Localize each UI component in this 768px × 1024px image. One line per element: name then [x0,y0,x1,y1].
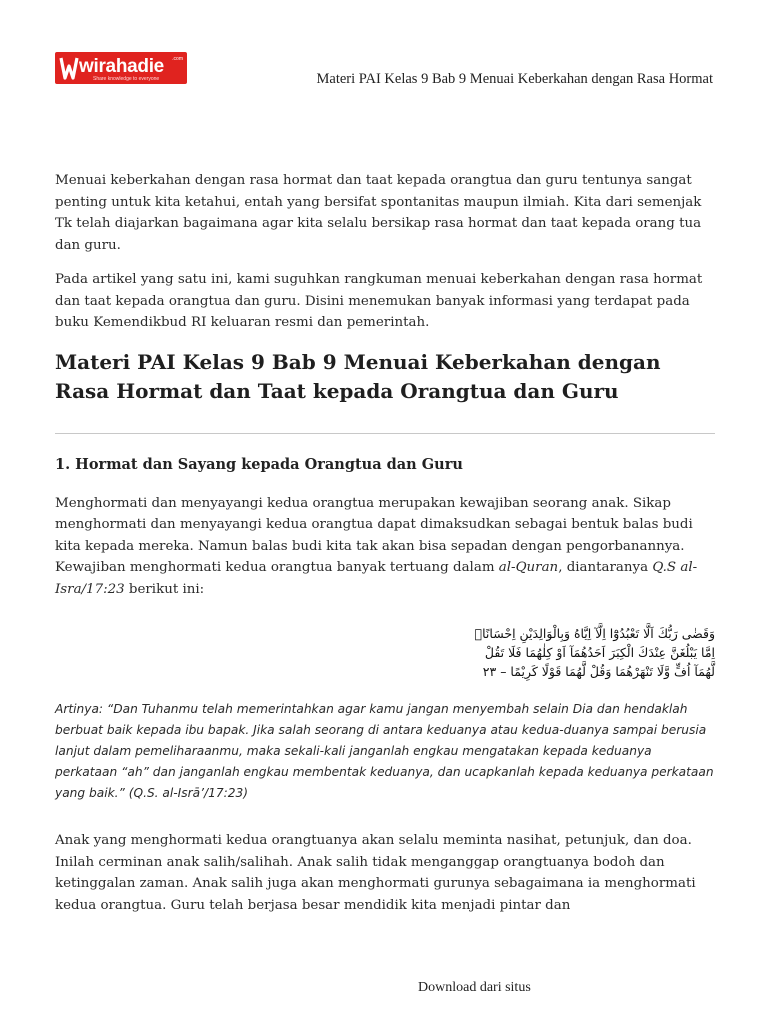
article-content [55,170,715,929]
verse-reference: Q.S al-Isra/17:23 [55,560,698,597]
arabic-verse-line-3: لَّهُمَآ اُفٍّ وَّلَا تَنْهَرْهُمَا وَقُلْ لَّهُمَا قَوْلًا كَرِيْمًا – ٢٣ [482,664,715,679]
download-source-note: Download dari situs [418,980,531,995]
intro-paragraph-1: Menuai keberkahan dengan rasa hormat dan taat kepada orangtua dan guru tentunya sangat penting untuk kita ketahui, entah yang bersifat spontanitas maupun ilmiah. Kita dari semenjak Tk telah diajarkan bagaimana agar kita selalu bersikap rasa hormat dan taat kepada orang tua dan guru. [55,173,702,253]
site-logo[interactable] [55,52,187,84]
arabic-verse-line-1: وَقَضٰى رَبُّكَ اَلَّا تَعْبُدُوْٓا اِلَّآ اِيَّاهُ وَبِالْوَالِدَيْنِ اِحْسَانًاۗ [474,626,715,641]
paragraph-text: , diantaranya [558,560,653,575]
section-1-paragraph-1 [55,493,715,601]
paragraph-text: berikut ini: [124,581,205,597]
intro-paragraph-2: Pada artikel yang satu ini, kami suguhkan rangkuman menuai keberkahan dengan rasa hormat dan taat kepada orangtua dan guru. Disini menemukan banyak informasi yang terdapat pada buku Kemendikbud RI keluaran resmi dan pemerintah. [55,272,703,330]
arabic-verse-line-2: اِمَّا يَبْلُغَنَّ عِنْدَكَ الْكِبَرَ اَحَدُهُمَآ اَوْ كِلٰهُمَا فَلَا تَقُلْ [484,645,715,660]
logo-domain: .com [172,56,183,62]
verse-translation: Artinya: “Dan Tuhanmu telah memerintahkan agar kamu jangan menyembah selain Dia dan hendaklah berbuat baik kepada ibu bapak. Jika salah seorang di antara keduanya atau kedua-duanya sampai berusia lanjut dalam pemeliharaanmu, maka sekali-kali janganlah engkau mengatakan kepada keduanya perkataan “ah” dan janganlah engkau membentak keduanya, dan ucapkanlah kepada keduanya perkataan yang baik.” (Q.S. al-Isrā’/17:23) [55,702,714,800]
logo-tagline: Share knowledge to everyone [93,76,160,82]
section-1-paragraph-2: Anak yang menghormati kedua orangtuanya akan selalu meminta nasihat, petunjuk, dan doa. Inilah cerminan anak salih/salihah. Anak salih tidak menganggap orangtuanya bodoh dan ketinggalan zaman. Anak salih juga akan menghormati gurunya sebagaimana ia menghormati kedua orangtua. Guru telah berjasa besar mendidik kita menjadi pintar dan [55,833,696,913]
paragraph-text: Menghormati dan menyayangi kedua orangtua merupakan kewajiban seorang anak. Sikap menghormati dan menyayangi kedua orangtua dapat dimaksudkan sebagai bentuk balas budi kita kepada mereka. Namun balas budi kita tak akan bisa sepadan dengan pengorbanannya. Kewajiban menghormati kedua orangtua banyak tertuang dalam [55,495,693,575]
main-heading: Materi PAI Kelas 9 Bab 9 Menuai Keberkahan dengan Rasa Hormat dan Taat kepada Orangtua dan Guru [55,349,661,403]
section-1-heading: 1. Hormat dan Sayang kepada Orangtua dan Guru [55,455,463,473]
logo-text: wirahadie [79,56,164,77]
document-header-title: Materi PAI Kelas 9 Bab 9 Menuai Keberkahan dengan Rasa Hormat [316,71,713,87]
heading-divider [55,433,715,434]
quran-reference: al-Quran [498,560,559,575]
arabic-verse [55,624,715,681]
